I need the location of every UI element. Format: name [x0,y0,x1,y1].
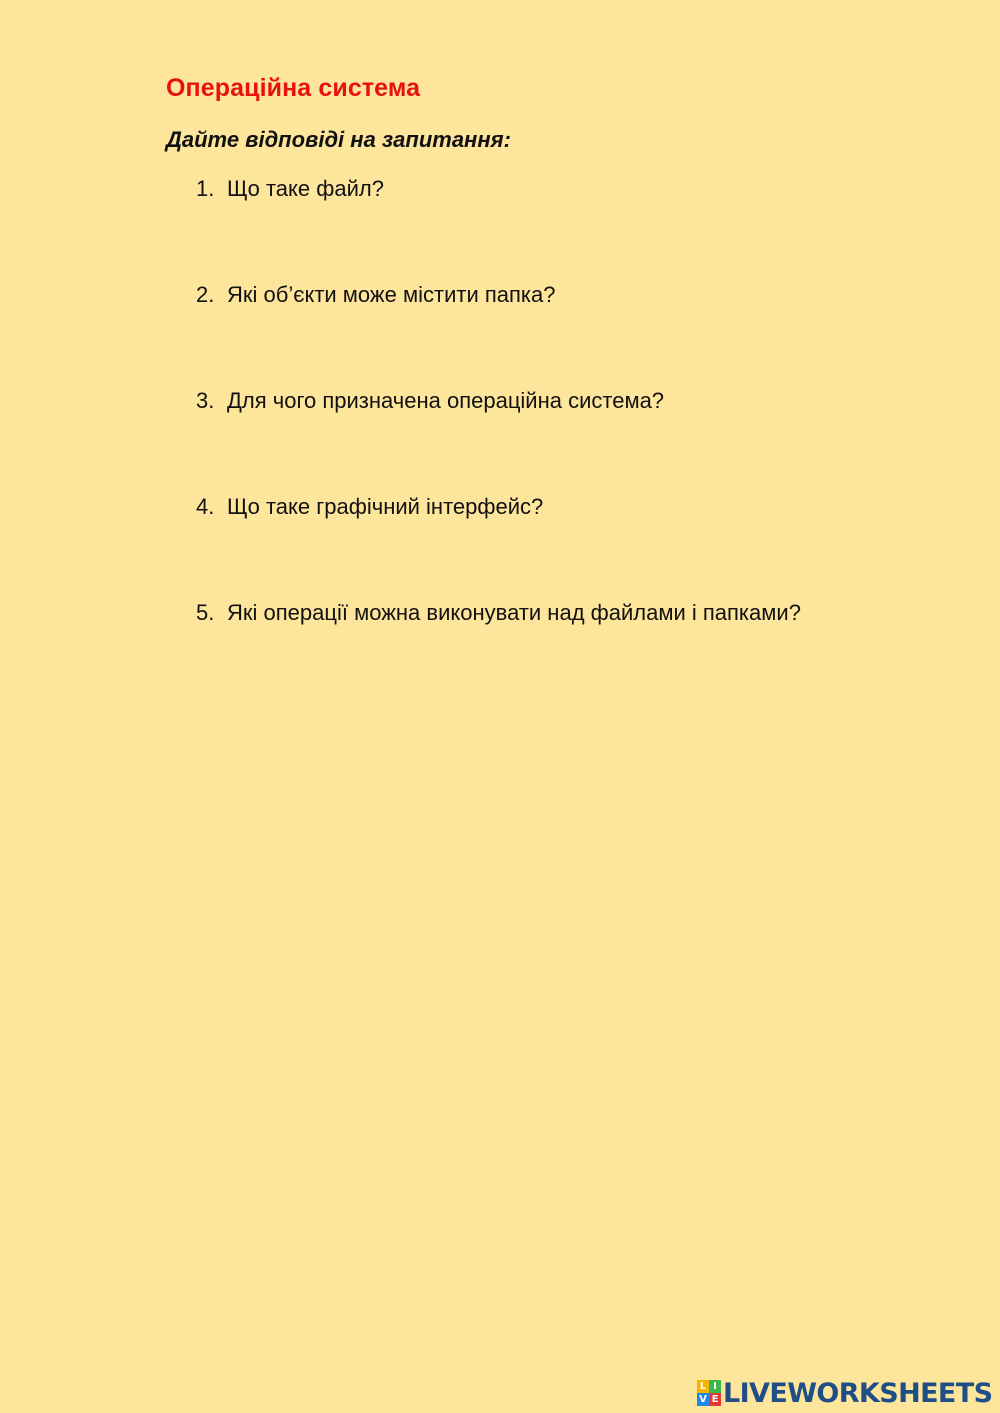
question-text: Які об’єкти може містити папка? [227,282,556,307]
question-text: Для чого призначена операційна система? [227,388,665,413]
question-item [196,600,801,626]
question-text: Які операції можна виконувати над файлами і папками? [227,600,801,625]
question-number: 1. [196,176,215,201]
question-number: 3. [196,388,215,413]
question-item [196,494,543,520]
question-number: 4. [196,494,215,519]
question-text: Що таке графічний інтерфейс? [227,494,544,519]
brand-name: LIVEWORKSHEETS [723,1377,993,1409]
question-item [196,282,556,308]
instruction-text: Дайте відповіді на запитання: [166,127,511,152]
liveworksheets-logo-icon: L I V E [697,1380,721,1406]
question-item [196,176,384,202]
liveworksheets-brand [697,1376,992,1410]
question-number: 2. [196,282,215,307]
question-number: 5. [196,600,215,625]
question-item [196,388,664,414]
page-title: Операційна система [166,74,421,102]
question-text: Що таке файл? [227,176,384,201]
